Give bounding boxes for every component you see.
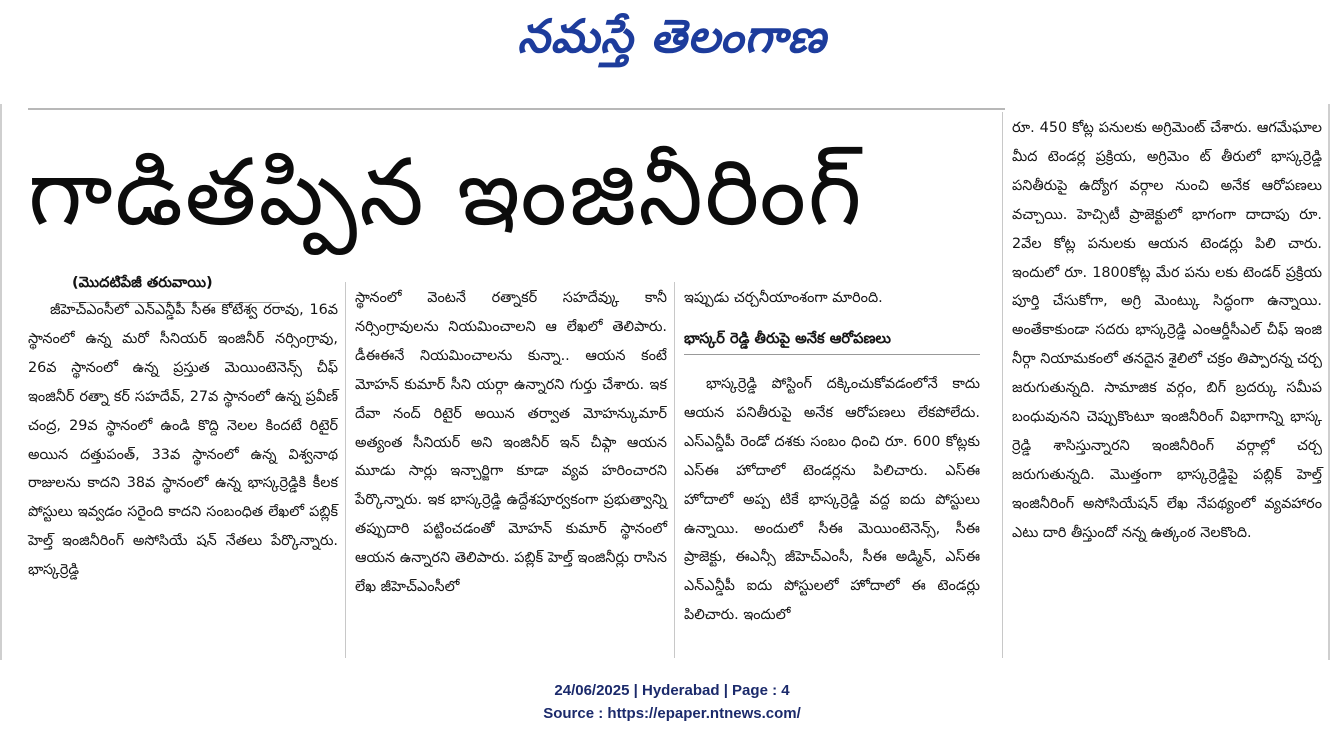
article-column-1	[28, 296, 338, 585]
column-3-lead: ఇప్పుడు చర్చనీయాంశంగా మారింది.	[684, 290, 883, 306]
column-3-text: భాస్కర్రెడ్డి పోస్టింగ్ దక్కించుకోవడంలోనే కాదు ఆయన పనితీరుపై అనేక ఆరోపణలు లేకపోలేదు. ఎస్ఎన్డీపీ రెండో దశకు సంబం ధించి రూ. 600 కోట్లకు ఎస్ఈ హోదాలో టెండర్లను పిలిచారు. ఎస్ఈ హోదాలో అప్ప టికే భాస్కర్రెడ్డి వద్ద ఐదు పోస్టులు ఉన్నాయి. అందులో సీఈ మెయింటెనెన్స్, సీఈ ప్రాజెక్టు, ఈఎన్సీ జీహెచ్ఎంసీ, సీఈ అడ్మిన్, ఎస్ఈ ఎన్ఎన్డీపీ ఐదు పోస్టులలో హోదాలో ఈ టెండర్లు పిలిచారు. ఇందులో	[684, 376, 980, 624]
article-headline: గాడితప్పిన ఇంజినీరింగ్	[28, 139, 864, 246]
article-column-3	[684, 370, 980, 630]
page-frame-left	[0, 104, 2, 660]
article-subheading: భాస్కర్ రెడ్డి తీరుపై అనేక ఆరోపణలు	[684, 330, 891, 347]
column-divider-1	[345, 282, 346, 658]
column-divider-2	[674, 282, 675, 658]
article-column-4	[1012, 114, 1322, 548]
footer-date-line: 24/06/2025 | Hyderabad | Page : 4	[554, 682, 790, 699]
masthead-logo: నమస్తే తెలంగాణ	[517, 9, 827, 63]
page-frame-right	[1328, 104, 1330, 660]
continued-label: (మొదటిపేజీ తరువాయి)	[72, 274, 213, 291]
masthead	[0, 4, 1344, 68]
footer-source-line: Source : https://epaper.ntnews.com/	[543, 705, 801, 722]
column-4-text: రూ. 450 కోట్ల పనులకు అగ్రిమెంట్ చేశారు. ఆగమేఘాల మీద టెండర్ల ప్రక్రియ, అగ్రిమెం ట్ తీరులో భాస్కర్రెడ్డి పనితీరుపై ఉద్యోగ వర్గాల నుంచి అనేక ఆరోపణలు వచ్చాయి. హెచ్సిటీ ప్రాజెక్టులో భాగంగా దాదాపు రూ. 2వేల కోట్ల పనులకు ఆయన టెండర్లు పిలి చారు. ఇందులో రూ. 1800కోట్ల మేర పను లకు టెండర్ ప్రక్రియ పూర్తి చేసుకోగా, అగ్రి మెంట్కు సిద్ధంగా ఉన్నాయి. అంతేకాకుండా సదరు భాస్కర్రెడ్డి ఎంఆర్డీసీఎల్ చీఫ్ ఇంజి నీర్గా నియామకంలో తనదైన శైలిలో చక్రం తిప్పారన్న చర్చ జరుగుతున్నది. సామాజిక వర్గం, బిగ్ బ్రదర్కు సమీప బంధువునని చెప్పుకొంటూ ఇంజినీరింగ్ విభాగాన్ని భాస్క ర్రెడ్డి శాసిస్తున్నారని ఇంజినీరింగ్ వర్గాల్లో చర్చ జరుగుతున్నది. మొత్తంగా భాస్కర్రెడ్డిపై పబ్లిక్ హెల్త్ ఇంజినీరింగ్ అసోసియేషన్ లేఖ నేపథ్యంలో వ్యవహారం ఎటు దారి తీస్తుందో నన్న ఉత్కంఠ నెలకొంది.	[1012, 120, 1322, 541]
subheading-rule	[684, 354, 980, 355]
column-2-text: స్థానంలో వెంటనే రత్నాకర్ సహదేవ్కు కానీ నర్సింగ్రావులను నియమించాలని ఆ లేఖలో తెలిపారు. డీఈఈనే నియమించాలను కున్నా.. ఆయన కంటే మోహన్ కుమార్ సీని యర్గా ఉన్నారని గుర్తు చేశారు. ఇక దేవా నంద్ రిటైర్ అయిన తర్వాత మోహన్కుమార్ అత్యంత సీనియర్ అని ఇంజినీర్ ఇన్ చీఫ్గా ఆయన మూడు సార్లు ఇన్చార్జిగా కూడా వ్యవ హరించారని పేర్కొన్నారు. ఇక భాస్కర్రెడ్డి ఉద్దేశపూర్వకంగా ప్రభుత్వాన్ని తప్పుదారి పట్టించడంతో మోహన్ కుమార్ స్థానంలో ఆయన ఉన్నారని తెలిపారు. పబ్లిక్ హెల్త్ ఇంజినీర్లు రాసిన లేఖ జీహెచ్ఎంసీలో	[355, 290, 667, 596]
headline-top-rule	[28, 108, 1005, 110]
column-divider-3	[1002, 112, 1003, 658]
article-column-2	[355, 284, 667, 602]
column-1-text: జీహెచ్ఎంసీలో ఎన్ఎన్డీపీ సీఈ కోటేశ్వ రరావు, 16వ స్థానంలో ఉన్న మరో సీనియర్ ఇంజినీర్ నర్సింగ్రావు, 26వ స్థానంలో ఉన్న ప్రస్తుత మెయింటెనెన్స్ చీఫ్ ఇంజినీర్ రత్నా కర్ సహదేవ్, 27వ స్థానంలో ఉన్న ప్రవీణ్ చంద్ర, 29వ స్థానంలో ఉండి కొద్ది నెలల కిందటే రిటైర్ అయిన దత్తుపంత్, 33వ స్థానంలో ఉన్న విశ్వనాథ రాజులను కాదని 38వ స్థానంలో ఉన్న భాస్కర్రెడ్డికి కీలక పోస్టులు ఇవ్వడం సరైంది కాదని సంబంధిత లేఖలో పబ్లిక్ హెల్త్ ఇంజినీరింగ్ అసోసియే షన్ నేతలు పేర్కొన్నారు. భాస్కర్రెడ్డి	[28, 302, 338, 579]
